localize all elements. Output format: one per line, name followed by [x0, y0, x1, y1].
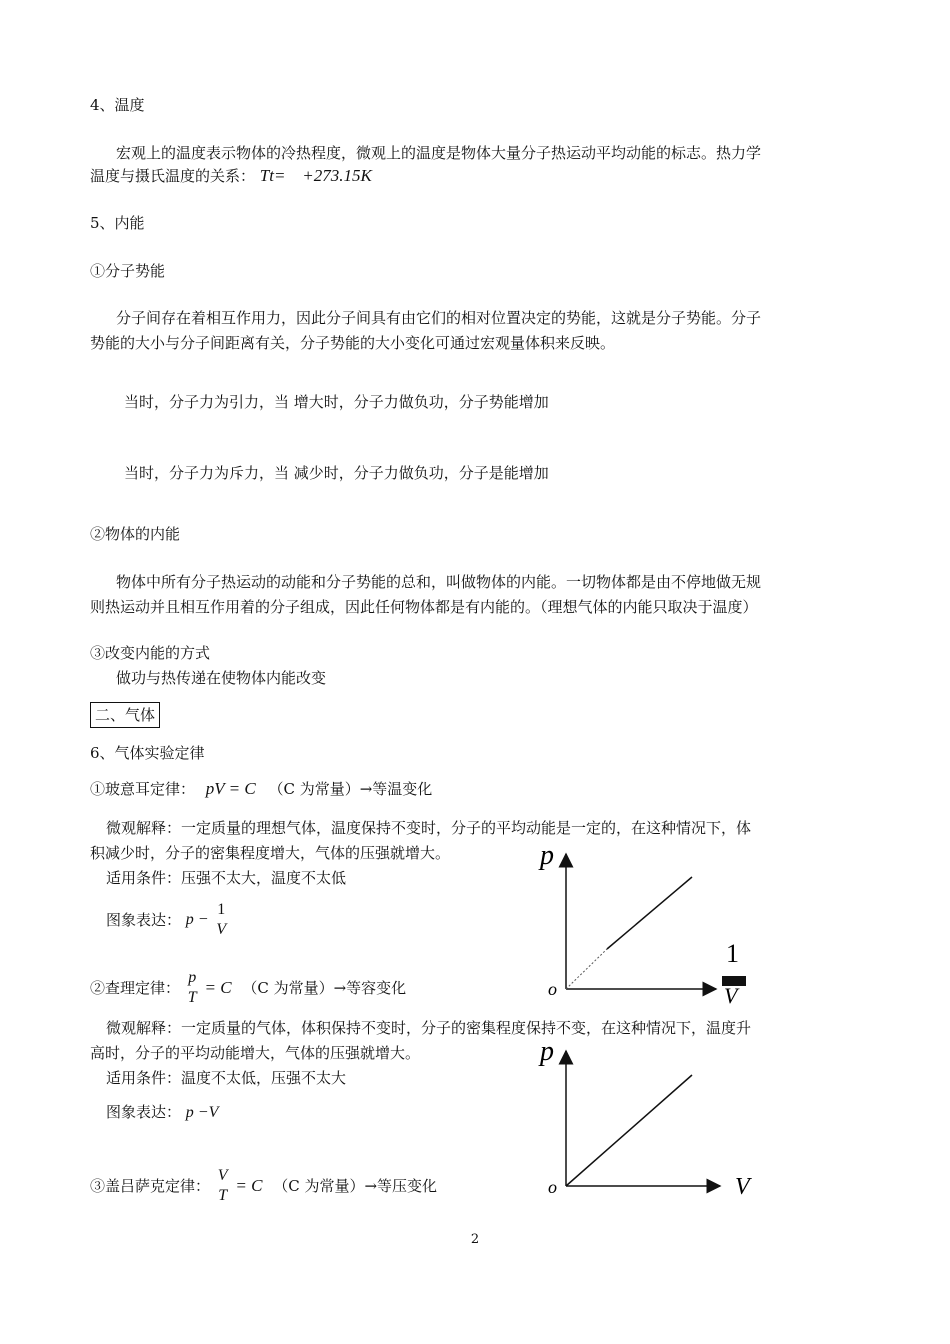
graph1-x-numerator: 1 [726, 939, 739, 968]
repulsion-case-text: 当时，分子力为斥力，当 减少时，分子力做负功，分子是能增加 [124, 464, 549, 482]
graph1-y-label: p [540, 840, 554, 871]
charles-graph-label: 图象表达： [106, 1103, 182, 1121]
internal-energy-paragraph-line2: 则热运动并且相互作用着的分子组成，因此任何物体都是有内能的。（理想气体的内能只取决于温度） [90, 598, 758, 616]
boyle-graph-numerator: 1 [217, 901, 226, 918]
boyle-graph-denominator: V [216, 921, 227, 938]
molecular-potential-paragraph-line1: 分子间存在着相互作用力，因此分子间具有由它们的相对位置决定的势能，这就是分子势能。分子 [116, 309, 762, 327]
charles-law-eq: = C [204, 978, 232, 997]
boyle-law-label: ①玻意耳定律： [90, 780, 196, 798]
gas-section-title [90, 702, 160, 728]
temperature-relation-label: 温度与摄氏温度的关系： [90, 167, 256, 185]
boyle-p-vs-inverse-v-graph [530, 840, 760, 1010]
graph2-data-line [566, 1075, 692, 1186]
charles-law-line [90, 968, 406, 1008]
boyle-graph-p: p − [185, 911, 209, 928]
graph1-x-denominator: V [724, 983, 738, 1008]
charles-law-fraction [188, 968, 197, 1008]
change-energy-subheading: ③改变内能的方式 [90, 644, 211, 662]
section-5-heading: 5、内能 [90, 214, 145, 232]
graph2-y-label: p [540, 1036, 554, 1067]
charles-p-vs-v-graph [530, 1036, 760, 1206]
graph1-dotted-extension [566, 949, 607, 989]
graph1-origin-label: o [548, 979, 557, 999]
charles-law-label: ②查理定律： [90, 979, 181, 997]
molecular-potential-paragraph-line2: 势能的大小与分子间距离有关，分子势能的大小变化可通过宏观量体积来反映。 [90, 334, 616, 352]
graph1-data-line [607, 877, 692, 949]
charles-denominator: T [187, 989, 197, 1006]
boyle-graph-expression [106, 900, 229, 940]
boyle-law-suffix: （C 为常量）→等温变化 [268, 780, 433, 798]
gaylussac-numerator: V [217, 1167, 228, 1184]
charles-law-suffix: （C 为常量）→等容变化 [242, 979, 407, 997]
charles-micro-line2: 高时，分子的平均动能增大，气体的压强就增大。 [90, 1044, 421, 1062]
section-6-heading: 6、气体实验定律 [90, 744, 205, 762]
charles-graph-expression [106, 1099, 218, 1126]
gas-section-title-box: 二、气体 [90, 702, 160, 728]
internal-energy-paragraph-line1: 物体中所有分子热运动的动能和分子势能的总和，叫做物体的内能。一切物体都是由不停地做无规 [116, 573, 762, 591]
molecular-potential-subheading: ①分子势能 [90, 262, 166, 280]
graph2-x-label: V [735, 1174, 750, 1200]
attraction-case-text: 当时，分子力为引力，当 增大时，分子力做负功，分子势能增加 [124, 393, 549, 411]
charles-micro-line1: 微观解释：一定质量的气体，体积保持不变时，分子的密集程度保持不变，在这种情况下，温度升 [106, 1019, 752, 1037]
boyle-micro-line1: 微观解释：一定质量的理想气体，温度保持不变时，分子的平均动能是一定的，在这种情况下，体 [106, 819, 752, 837]
gaylussac-law-suffix: （C 为常量）→等压变化 [273, 1177, 438, 1195]
boyle-graph-label: 图象表达： [106, 911, 182, 929]
boyle-law-formula: pV = C [205, 779, 256, 798]
graph2-origin-label: o [548, 1177, 557, 1197]
gaylussac-law-fraction [218, 1166, 228, 1206]
charles-graph-expr: p −V [185, 1104, 219, 1121]
boyle-law-line [90, 776, 432, 802]
gaylussac-denominator: T [218, 1187, 228, 1204]
page-number: 2 [470, 1232, 480, 1247]
change-energy-text: 做功与热传递在使物体内能改变 [116, 669, 327, 687]
temperature-paragraph-line1: 宏观上的温度表示物体的冷热程度，微观上的温度是物体大量分子热运动平均动能的标志。热力学 [116, 144, 762, 162]
boyle-condition: 适用条件：压强不太大，温度不太低 [106, 869, 347, 887]
internal-energy-subheading: ②物体的内能 [90, 525, 181, 543]
section-4-heading: 4、温度 [90, 96, 145, 114]
gaylussac-law-label: ③盖吕萨克定律： [90, 1177, 211, 1195]
temperature-formula-right: +273.15K [302, 166, 372, 185]
gaylussac-law-line [90, 1166, 437, 1206]
boyle-graph-fraction [216, 900, 226, 940]
charles-numerator: p [188, 969, 197, 986]
gaylussac-law-eq: = C [235, 1176, 263, 1195]
temperature-paragraph-line2 [90, 163, 372, 189]
charles-condition: 适用条件：温度不太低，压强不太大 [106, 1069, 347, 1087]
boyle-micro-line2: 积减少时，分子的密集程度增大，气体的压强就增大。 [90, 844, 451, 862]
temperature-formula-left: Tt= [259, 166, 286, 185]
